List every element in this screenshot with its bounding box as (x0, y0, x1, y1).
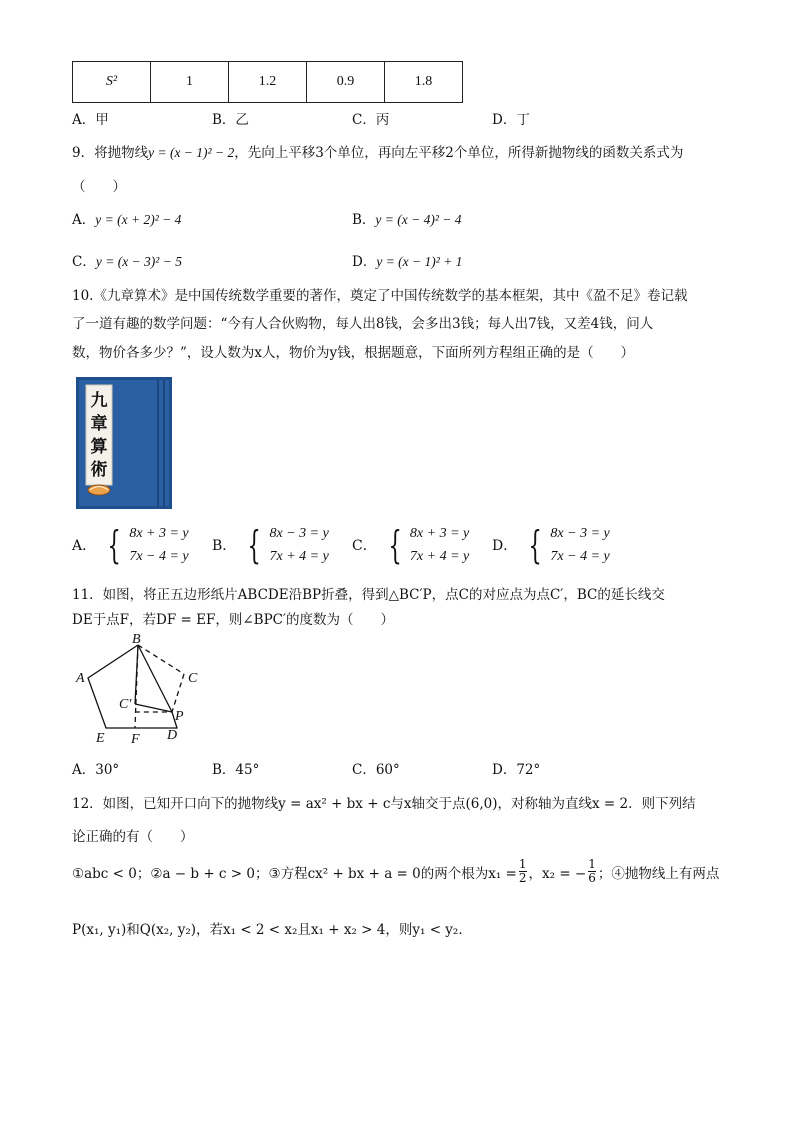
q10-option-b-label: B． (212, 538, 237, 554)
q12-line3-b: ，x₂ = − (528, 865, 587, 882)
q10-option-d (492, 522, 610, 568)
q9-option-d-label: D． (352, 254, 377, 270)
q8-option-c: C．丙 (352, 112, 390, 128)
q9-option-a-formula: y = (x + 2)² − 4 (95, 212, 182, 227)
table-cell: 1.2 (229, 62, 307, 103)
book-title-char: 術 (90, 460, 108, 480)
q10-option-a-eq2: 7x − 4 = y (129, 549, 189, 564)
pentagon-figure (72, 632, 212, 750)
vertex-label-b: B (132, 632, 141, 647)
book-title-char: 算 (90, 437, 108, 457)
brace-icon: { (388, 523, 402, 567)
jiuzhang-suanshu-book-image (76, 377, 172, 509)
q10-option-a (72, 522, 189, 568)
q11-option-c: C．60° (352, 762, 400, 778)
q11-line2: DE于点F，若DF = EF，则∠BPC′的度数为（ ） (72, 612, 395, 628)
q8-option-b: B．乙 (212, 112, 249, 128)
q10-option-c (352, 522, 469, 568)
q9-stem-formula: y = (x − 1)² − 2 (148, 145, 235, 160)
variance-table (72, 61, 463, 103)
book-title-char: 章 (90, 414, 108, 434)
q9-option-b-formula: y = (x − 4)² − 4 (375, 212, 462, 227)
q9-stem-post: ，先向上平移3个单位，再向左平移2个单位，所得新抛物线的函数关系式为 (234, 145, 684, 161)
q10-option-a-eq1: 8x + 3 = y (129, 526, 189, 541)
vertex-label-c-prime: C′ (119, 697, 132, 712)
q10-option-c-label: C． (352, 538, 377, 554)
vertex-label-a: A (76, 671, 85, 686)
q11-option-a: A．30° (72, 762, 120, 778)
q9-option-b (352, 208, 462, 228)
q9-option-b-label: B． (352, 212, 376, 228)
q11-line1: 11．如图，将正五边形纸片ABCDE沿BP折叠，得到△BC′P，点C的对应点为点C′，BC的延长线交 (72, 587, 665, 603)
q11-option-b: B．45° (212, 762, 260, 778)
q10-option-c-eq1: 8x + 3 = y (409, 526, 470, 541)
q12-line3-a: ①abc < 0；②a − b + c > 0；③方程cx² + bx + a = 0的两个根为x₁ = (72, 865, 517, 882)
q9-option-a (72, 208, 181, 228)
q9-option-c-label: C． (72, 254, 96, 270)
vertex-label-f: F (131, 732, 140, 747)
q11-option-d: D．72° (492, 762, 541, 778)
frac1-num: 1 (518, 857, 527, 871)
vertex-label-p: P (175, 709, 184, 724)
brace-icon: { (528, 523, 542, 567)
brace-icon: { (107, 523, 121, 567)
table-cell: 1.8 (385, 62, 463, 103)
q10-line3: 数，物价各多少？”，设人数为x人，物价为y钱，根据题意，下面所列方程组正确的是（ ） (72, 345, 635, 361)
q8-option-a: A．甲 (72, 112, 109, 128)
q10-option-a-label: A． (72, 538, 97, 554)
q10-option-b-eq1: 8x − 3 = y (269, 526, 329, 541)
q9-stem-pre: 9．将抛物线 (72, 145, 149, 161)
q10-option-b-eq2: 7x + 4 = y (269, 549, 329, 564)
q10-line1: 10.《九章算术》是中国传统数学重要的著作，奠定了中国传统数学的基本框架，其中《盈不足》卷记载 (72, 288, 688, 304)
vertex-label-c: C (188, 671, 198, 686)
book-title-char: 九 (90, 391, 108, 411)
q10-option-d-eq2: 7x − 4 = y (550, 549, 610, 564)
q12-line1: 12．如图，已知开口向下的抛物线y = ax² + bx + c与x轴交于点(6,0)，对称轴为直线x = 2．则下列结 (72, 796, 696, 812)
q12-line2: 论正确的有（ ） (72, 829, 194, 845)
q9-option-c (72, 250, 182, 270)
vertex-label-d: D (167, 728, 178, 743)
fraction-one-sixth (588, 858, 596, 885)
q10-option-c-eq2: 7x + 4 = y (409, 549, 470, 564)
table-cell: S² (73, 62, 151, 103)
q8-option-d: D．丁 (492, 112, 530, 128)
fraction-one-half (519, 858, 527, 885)
frac2-den: 6 (588, 871, 596, 885)
table-cell: 0.9 (307, 62, 385, 103)
q9-stem (72, 141, 683, 161)
q9-option-d-formula: y = (x − 1)² + 1 (376, 254, 463, 269)
q9-option-a-label: A． (72, 212, 96, 228)
q12-line3-c: ；④抛物线上有两点 (597, 865, 720, 882)
q10-option-b (212, 522, 329, 568)
q12-line3 (72, 858, 719, 885)
table-row (73, 62, 463, 103)
frac1-den: 2 (518, 871, 527, 885)
brace-icon: { (247, 523, 262, 567)
frac2-num: 1 (588, 857, 596, 871)
table-cell: 1 (151, 62, 229, 103)
q12-line4: P(x₁, y₁)和Q(x₂, y₂)，若x₁ < 2 < x₂且x₁ + x₂ > 4，则y₁ < y₂． (72, 922, 472, 938)
q10-option-d-label: D． (492, 538, 518, 554)
q9-option-c-formula: y = (x − 3)² − 5 (95, 254, 182, 269)
q10-line2: 了一道有趣的数学问题：“今有人合伙购物，每人出8钱，会多出3钱；每人出7钱，又差4钱，问人 (72, 316, 654, 332)
vertex-label-e: E (96, 731, 105, 746)
q9-paren: （ ） (72, 179, 126, 195)
q9-option-d (352, 250, 462, 270)
q10-option-d-eq1: 8x − 3 = y (550, 526, 610, 541)
